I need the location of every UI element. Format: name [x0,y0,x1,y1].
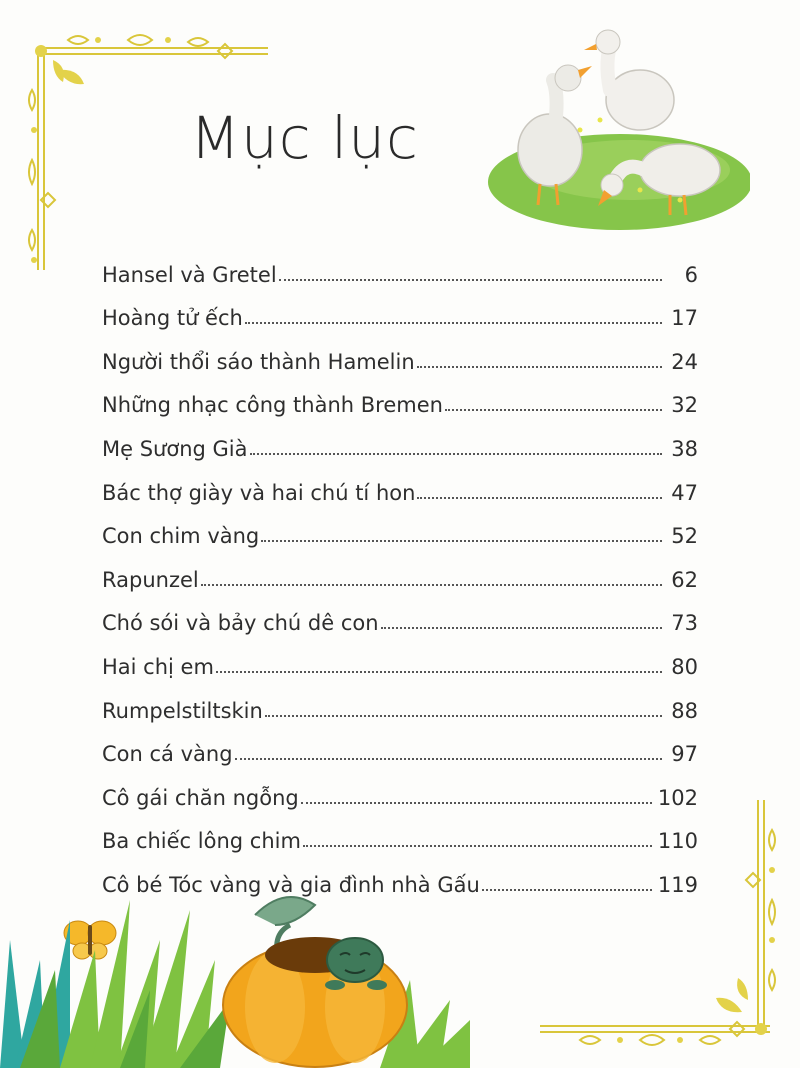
table-of-contents [102,243,698,897]
toc-entry-page-number: 88 [671,698,698,723]
toc-entry [102,679,698,723]
toc-entry-title: Cô bé Tóc vàng và gia đình nhà Gấu [102,872,480,897]
toc-dot-leader [216,671,662,673]
toc-entry-title: Hoàng tử ếch [102,306,243,331]
toc-entry [102,243,698,287]
toc-entry-page-number: 110 [657,829,698,854]
toc-dot-leader [301,802,652,804]
toc-entry [102,374,698,418]
toc-entry-title: Con chim vàng [102,524,260,549]
toc-entry-page-number: 80 [671,654,698,679]
pumpkin-frog-illustration [195,895,435,1068]
toc-entry [102,548,698,592]
toc-dot-leader [381,627,662,629]
toc-entry-title: Mẹ Sương Già [102,436,248,461]
toc-entry-title: Chó sói và bảy chú dê con [102,611,379,636]
toc-entry-title: Cô gái chăn ngỗng [102,785,299,810]
toc-entry [102,766,698,810]
geese-illustration [480,20,750,239]
toc-entry-title: Bác thợ giày và hai chú tí hon [102,480,416,505]
toc-entry-page-number: 73 [671,611,698,636]
toc-entry-title: Những nhạc công thành Bremen [102,393,443,418]
toc-entry [102,330,698,374]
toc-entry-title: Hansel và Gretel [102,262,277,287]
toc-entry [102,635,698,679]
toc-entry-page-number: 6 [684,262,698,287]
toc-dot-leader [245,322,662,324]
toc-entry [102,810,698,854]
toc-dot-leader [417,497,662,499]
toc-entry-title: Người thổi sáo thành Hamelin [102,349,415,374]
toc-entry [102,505,698,549]
toc-entry-page-number: 38 [671,436,698,461]
toc-entry-page-number: 102 [657,785,698,810]
toc-entry-page-number: 62 [671,567,698,592]
toc-entry-title: Ba chiếc lông chim [102,829,301,854]
toc-dot-leader [201,584,662,586]
toc-dot-leader [261,540,662,542]
toc-entry-page-number: 17 [671,306,698,331]
toc-entry-page-number: 119 [657,872,698,897]
toc-entry [102,592,698,636]
toc-entry-title: Rapunzel [102,567,199,592]
toc-entry-page-number: 24 [671,349,698,374]
toc-dot-leader [482,889,652,891]
toc-dot-leader [417,366,662,368]
toc-dot-leader [303,845,652,847]
toc-entry-title: Hai chị em [102,654,214,679]
toc-entry-page-number: 32 [671,393,698,418]
page-title: Mục lục [190,104,419,172]
toc-dot-leader [279,279,662,281]
toc-entry-page-number: 97 [671,742,698,767]
toc-entry [102,287,698,331]
toc-dot-leader [265,715,662,717]
toc-entry [102,417,698,461]
toc-entry-title: Con cá vàng [102,742,233,767]
toc-entry-title: Rumpelstiltskin [102,698,263,723]
toc-dot-leader [445,409,662,411]
toc-entry [102,723,698,767]
toc-dot-leader [235,758,662,760]
toc-entry-page-number: 52 [671,524,698,549]
toc-entry [102,461,698,505]
toc-dot-leader [250,453,663,455]
toc-entry-page-number: 47 [671,480,698,505]
